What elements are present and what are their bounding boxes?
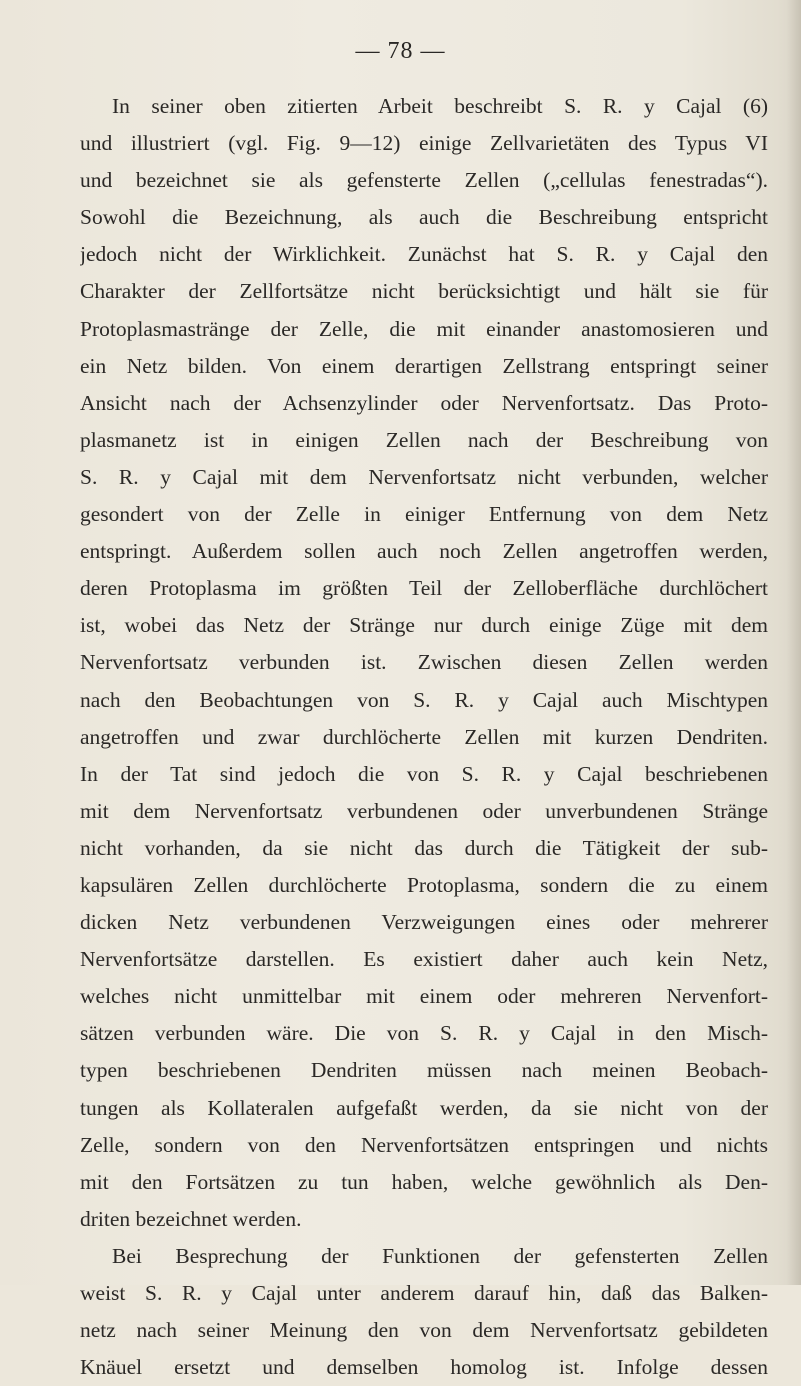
text-line: S. R. y Cajal mit dem Nervenfortsatz nicht verbunden, welcher: [80, 464, 768, 489]
text-line: ein Netz bilden. Von einem derartigen Zellstrang entspringt seiner: [80, 353, 768, 378]
text-line: Knäuel ersetzt und demselben homolog ist. Infolge dessen: [80, 1355, 768, 1380]
text-line: typen beschriebenen Dendriten müssen nach meinen Beobach-: [80, 1058, 768, 1083]
text-line: angetroffen und zwar durchlöcherte Zellen mit kurzen Dendriten.: [80, 724, 768, 749]
text-line: mit den Fortsätzen zu tun haben, welche gewöhnlich als Den-: [80, 1169, 768, 1194]
text-line: Sowohl die Bezeichnung, als auch die Beschreibung entspricht: [80, 205, 768, 230]
text-line: In seiner oben zitierten Arbeit beschreibt S. R. y Cajal (6): [112, 94, 768, 118]
text-line: und illustriert (vgl. Fig. 9—12) einige Zellvarietäten des Typus VI: [80, 131, 768, 156]
text-line: In der Tat sind jedoch die von S. R. y Cajal beschriebenen: [80, 761, 768, 786]
text-line: Protoplasmastränge der Zelle, die mit einander anastomosieren und: [80, 316, 768, 341]
text-line: driten bezeichnet werden.: [80, 1206, 302, 1231]
text-line: mit dem Nervenfortsatz verbundenen oder unverbundenen Stränge: [80, 798, 768, 823]
page-edge-shadow: [787, 0, 801, 1285]
text-line: Zelle, sondern von den Nervenfortsätzen entspringen und nichts: [80, 1132, 768, 1157]
text-line: dicken Netz verbundenen Verzweigungen eines oder mehrerer: [80, 910, 768, 935]
text-line: netz nach seiner Meinung den von dem Nervenfortsatz gebildeten: [80, 1318, 768, 1343]
text-line: plasmanetz ist in einigen Zellen nach der Beschreibung von: [80, 427, 768, 452]
text-line: kapsulären Zellen durchlöcherte Protoplasma, sondern die zu einem: [80, 872, 768, 897]
text-line: und bezeichnet sie als gefensterte Zellen („cellulas fenestradas“).: [80, 168, 768, 193]
text-line: ist, wobei das Netz der Stränge nur durch einige Züge mit dem: [80, 613, 768, 638]
text-line: jedoch nicht der Wirklichkeit. Zunächst hat S. R. y Cajal den: [80, 242, 768, 267]
text-line: welches nicht unmittelbar mit einem oder mehreren Nervenfort-: [80, 984, 768, 1009]
text-line: weist S. R. y Cajal unter anderem darauf hin, daß das Balken-: [80, 1281, 768, 1305]
body-text: [80, 88, 768, 1386]
text-line: nach den Beobachtungen von S. R. y Cajal auch Mischtypen: [80, 687, 768, 712]
text-line: entspringt. Außerdem sollen auch noch Zellen angetroffen werden,: [80, 539, 768, 564]
text-line: Ansicht nach der Achsenzylinder oder Nervenfortsatz. Das Proto-: [80, 390, 768, 415]
page-number: — 78 —: [355, 38, 446, 64]
text-line: Charakter der Zellfortsätze nicht berücksichtigt und hält sie für: [80, 279, 768, 304]
text-line: Bei Besprechung der Funktionen der gefensterten Zellen: [112, 1243, 768, 1268]
text-line: gesondert von der Zelle in einiger Entfernung von dem Netz: [80, 502, 768, 527]
text-line: Nervenfortsätze darstellen. Es existiert daher auch kein Netz,: [80, 947, 768, 972]
text-line: Nervenfortsatz verbunden ist. Zwischen diesen Zellen werden: [80, 650, 768, 675]
text-line: tungen als Kollateralen aufgefaßt werden, da sie nicht von der: [80, 1095, 768, 1120]
text-line: nicht vorhanden, da sie nicht das durch die Tätigkeit der sub-: [80, 835, 768, 860]
text-line: sätzen verbunden wäre. Die von S. R. y Cajal in den Misch-: [80, 1021, 768, 1046]
text-line: deren Protoplasma im größten Teil der Zelloberfläche durchlöchert: [80, 576, 768, 601]
